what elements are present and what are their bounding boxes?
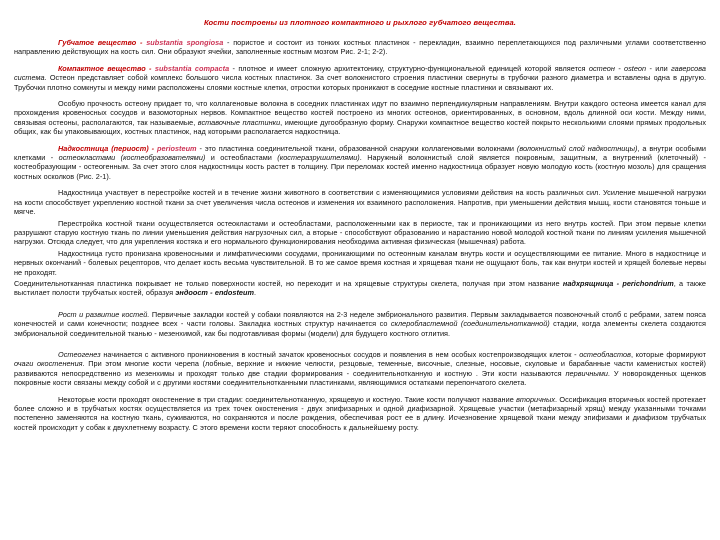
paragraph-growth-development [14,310,706,338]
term-compact: Компактное вещество - [58,63,152,73]
term-osteogenesis: Остеогенез [58,349,101,359]
paragraph-remodeling-cells [14,219,706,247]
text-compact-body-2: - или [646,63,672,73]
latin-substantia-spongiosa: substantia spongiosa [146,38,224,47]
emphasis-osteon: остеон - osteon [588,63,647,73]
paragraph-perichondrium [14,279,706,298]
text-periosteum-body-1: - это пластинка соединительной ткани, образованной снаружи коллагеновыми волокнами [196,143,517,153]
paragraph-remodeling-intro [14,188,706,216]
text-secondary-body-2: . Оссификация вторичных костей протекает более сложно и в трубчатых костях осуществляется из трех точек окостенения - двух эпифизарных и одной диафизарной. Хрящевые участки (метафизарный хрящ) между указанными точками постепенно заменяются на костную ткань, суживаются, но сохраняются и после рождения, обеспечивая рост ее в длину. Исчезновение хрящевой ткани между эпифизами и диафизом трубчатых костей происходит у собак к двухлетнему возрасту. С этого времени кости теряют способность к дальнейшему росту. [14,394,706,432]
text-periosteum-body-3: и остеобластами [205,153,278,163]
emphasis-scleroblastemic-stage: склеробластемной (соединительнотканной) [390,319,550,329]
paragraph-secondary-bones [14,395,706,433]
paragraph-vessels-nerves [14,249,706,277]
text-osteon-body-2: , имеющие дугообразную форму. Снаружи компактное вещество костей покрыто несколькими слоями прямых продольных общих, как бы упаковывающих, костных пластинок, над которыми располагается надкостница. [14,117,706,137]
emphasis-osteoblasts-2: остеобластов [579,349,631,359]
text-osteon-body-1: Особую прочность остеону придает то, что коллагеновые волокна в соседних пластинках идут по взаимно перпендикулярным направлениям. Внутри каждого остеона имеется канал для прохождения кровеносных сосудов и вазомоторных нервов. Компактное вещество костей построено из многих остеонов, ориентированных, в основном, вдоль длинной оси кости. Между ними, связывая остеоны, располагаются, так называемые, [14,99,706,127]
emphasis-endosteum: эндоост - endosteum [175,288,254,298]
text-spongy-body: - пористое и состоит из тонких костных пластинок - перекладин, взаимно переплетающихся под различными углами соответственно направлению действующих на кость сил. Они образуют ячейки, заполненные костным мозгом Рис. 2-1; 2-2). [14,38,706,57]
paragraph-compact-bone [14,64,706,92]
text-periosteum-body-4: . Наружный волокнистый слой является покровным, защитным, а внутренний (клеточный) - костеобразующим - остеогенным. За счет этого слоя надкостницы кость растет в толщину. При переломах костей именно надкостница образует новую молодую кость (костную мозоль) для сращения костных осколков (Рис. 2-1). [14,153,706,181]
emphasis-ossification-centers: очаги окостенения [14,359,83,369]
slide-title: Кости построены из плотного компактного и рыхлого губчатого вещества. [203,18,517,27]
paragraph-osteogenesis [14,350,706,388]
text-compact-body-1: - плотное и имеет сложную архитектонику, структурно-функциональной единицей которой является [229,63,589,73]
text-periosteum-body-2: , а внутри особыми клетками - [14,143,706,163]
emphasis-primary-bones: первичными [565,368,608,378]
term-spongy: Губчатое вещество - [58,38,143,47]
emphasis-fibrous-layer: (волокнистый слой надкостницы) [516,143,638,153]
text-compact-body-3: . Остеон представляет собой комплекс большого числа костных пластинок. За счет волокнистого строения пластинки свернуты в трубочки разного диаметра и вставлены одна в другую. Трубочки плотно сомкнуты и между ними расположены слоями костные клетки, отростки которых проникают в соседние костные пластинки и связывают их. [14,73,706,92]
emphasis-interstitial-lamellae: вставочные пластинки [197,117,281,127]
text-perichondrium-body-2: , а также выстилает полости трубчатых костей, образуя [14,278,706,298]
paragraph-spongy-bone [14,38,706,57]
latin-periosteum: periosteum [157,143,197,153]
paragraph-osteon-strength [14,99,706,137]
emphasis-osteoblasts: (костеразрушителями) [277,153,360,163]
text-osteogenesis-body-3: . При этом многие кости черепа (лобные, верхние и нижние челюсти, резцовые, теменные, височные, слезные, носовые, скуловые и барабанные части каменистых костей) развиваются непосредственно из мезенхимы и проходят только две стадии формирования - соединительнотканную и костную . Эти кости называются [14,359,707,378]
paragraph-periosteum [14,144,706,182]
emphasis-perichondrium: надхрящница - perichondrium [562,278,674,288]
emphasis-secondary-bones: вторичных [516,394,556,404]
text-remodeling-cells: Перестройка костной ткани осуществляется остеокластами и остеобластами, расположенными как в периосте, так и проникающими из него внутрь костей. При этом первые клетки разрушают старую костную ткань по линии уменьшения действия нагрузочных сил, а вторые - способствуют образованию и нарастанию новой молодой костной ткани по линиям усиления мышечной нагрузки. Отсюда следует, что для укрепления костяка и его нормального функционирования необходима активная физическая (мышечная) работа. [14,218,706,247]
term-growth-development: Рост и развитие костей. [58,309,150,319]
text-vessels-nerves: Надкостница густо пронизана кровеносными и лимфатическими сосудами, проникающими по остеонным каналам внутрь кости и осуществляющими ее питание. Много в надкостнице и нервных окончаний - болевых рецепторов, что делает кость весьма чувствительной. В то же самое время костная и хрящевая ткани не ощущают боль, так как внутри костей и хрящей болевые нервы не проходят. [14,248,706,277]
text-remodeling-intro: Надкостница участвует в перестройке костей и в течение жизни животного в соответствии с изменяющимися условиями действия на кость различных сил. Усиление мышечной нагрузки на кости способствует укреплению костной ткани за счет увеличения числа остеонов и изменения их взаимного расположения. Напротив, при уменьшении действия мышц, кости становятся тоньше и мягче. [14,188,706,217]
text-perichondrium-body-1: Соединительнотканная пластинка покрывает не только поверхности костей, но переходит и на хрящевые структуры скелета, получая при этом название [14,278,563,288]
latin-substantia-compacta: substantia compacta [154,63,230,73]
text-osteogenesis-body-4: . У новорожденных щенков покровные кости связаны между собой и с другими костями соединительнотканными пластинками, являющимися остатками перепончатого скелета. [14,368,707,388]
emphasis-osteoclasts: остеокластами (костеобразователями) [58,153,206,163]
text-perichondrium-body-3: . [253,288,257,298]
text-secondary-body-1: Некоторые кости проходят окостенение в три стадии: соединительнотканную, хрящевую и костную. Такие кости получают название [58,394,517,404]
text-osteogenesis-body-2: , которые формируют [630,349,706,359]
term-periosteum: Надкостница (периост) - [58,143,158,153]
text-growth-body-1: Первичные закладки костей у собаки появляются на 2-3 неделе эмбрионального развития. Первым закладывается позвоночный столб с ребрами, затем пояса конечностей и сами конечности; позднее всех - части головы. Закладка костных структур начинается со [14,309,706,329]
text-growth-body-2: стадии, когда элементы скелета создаются эмбриональной соединительной тканью - мезенхимой, как бы подготавливая формы (модели) для будущего костного отлития. [14,319,707,338]
emphasis-haversian-system: гаверсова система [14,63,707,83]
text-osteogenesis-body-1: начинается с активного проникновения в костный зачаток кровеносных сосудов и появления в нем особых костепроизводящих клеток - [100,349,580,359]
